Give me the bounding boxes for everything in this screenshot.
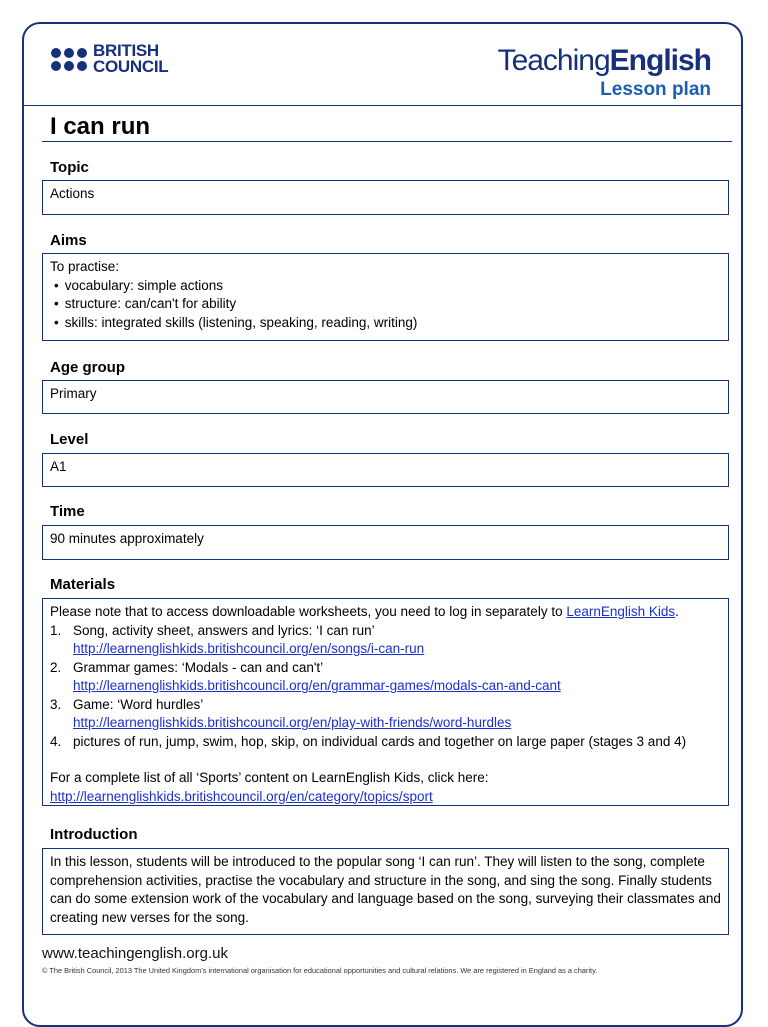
- sports-list-text: For a complete list of all ‘Sports’ content on LearnEnglish Kids, click here:: [50, 770, 489, 785]
- brand-part-1: Teaching: [497, 44, 610, 77]
- page-title: I can run: [50, 113, 151, 140]
- aims-box: [42, 253, 729, 341]
- time-box: [42, 525, 729, 560]
- title-divider: [42, 141, 732, 142]
- time-value: 90 minutes approximately: [50, 531, 204, 546]
- teaching-english-brand: [498, 44, 711, 78]
- introduction-box: [42, 848, 729, 935]
- footer-copyright: © The British Council, 2013 The United Kingdom’s international organisation for educational opportunities and cultural relations. We are registered in England as a charity.: [42, 966, 598, 975]
- topic-value: Actions: [50, 186, 95, 201]
- word-hurdles-link[interactable]: http://learnenglishkids.britishcouncil.org/en/play-with-friends/word-hurdles: [73, 715, 512, 730]
- footer-url[interactable]: www.teachingenglish.org.uk: [42, 945, 228, 962]
- item-number: 3.: [50, 696, 62, 712]
- level-value: A1: [50, 459, 67, 474]
- item-number: 2.: [50, 659, 62, 675]
- materials-list: [50, 622, 721, 752]
- time-label: Time: [50, 503, 85, 520]
- item-text: Song, activity sheet, answers and lyrics: ‘I can run’: [73, 622, 375, 638]
- aims-list: [50, 277, 721, 333]
- logo-text: [93, 43, 168, 75]
- aims-label: Aims: [50, 232, 87, 249]
- materials-item: [50, 622, 721, 659]
- age-group-value: Primary: [50, 386, 97, 401]
- british-council-logo: [51, 43, 168, 75]
- aims-intro: To practise:: [50, 259, 120, 274]
- level-box: [42, 453, 729, 487]
- topic-box: [42, 180, 729, 215]
- materials-note: [50, 603, 721, 622]
- item-text: pictures of run, jump, swim, hop, skip, on individual cards and together on large paper (stages 3 and 4): [73, 733, 687, 749]
- aims-item: • vocabulary: simple actions: [54, 277, 721, 296]
- materials-box: [42, 598, 729, 806]
- sports-link[interactable]: http://learnenglishkids.britishcouncil.org/en/category/topics/sport: [50, 788, 433, 804]
- logo-dots-icon: [51, 48, 87, 71]
- logo-line-2: COUNCIL: [93, 57, 169, 76]
- header-divider: [24, 105, 743, 106]
- topic-label: Topic: [50, 159, 89, 176]
- item-text: Game: ‘Word hurdles’: [73, 696, 204, 712]
- item-number: 4.: [50, 733, 62, 749]
- item-text: Grammar games: ‘Modals - can and can't’: [73, 659, 324, 675]
- materials-item: [50, 733, 721, 752]
- materials-item: [50, 659, 721, 696]
- song-link[interactable]: http://learnenglishkids.britishcouncil.org/en/songs/i-can-run: [73, 641, 425, 656]
- age-group-box: [42, 380, 729, 414]
- level-label: Level: [50, 431, 89, 448]
- item-number: 1.: [50, 622, 62, 638]
- introduction-label: Introduction: [50, 826, 138, 843]
- note-text: Please note that to access downloadable worksheets, you need to log in separately to: [50, 604, 567, 619]
- learnenglish-kids-link[interactable]: LearnEnglish Kids: [566, 604, 676, 619]
- materials-item: [50, 696, 721, 733]
- introduction-text: In this lesson, students will be introduced to the popular song ‘I can run’. They will listen to the song, complete comprehension activities, practise the vocabulary and structure in the song, and sing the song. Finally students can do some extension work of the vocabulary and language based on the song, surveying their classmates and creating new verses for the song.: [50, 854, 721, 925]
- aims-item: • skills: integrated skills (listening, speaking, reading, writing): [54, 314, 721, 333]
- lesson-plan-subtitle: Lesson plan: [600, 79, 711, 100]
- logo-line-1: BRITISH: [93, 41, 159, 60]
- age-group-label: Age group: [50, 359, 125, 376]
- aims-item: • structure: can/can't for ability: [54, 295, 721, 314]
- materials-label: Materials: [50, 576, 116, 593]
- grammar-games-link[interactable]: http://learnenglishkids.britishcouncil.org/en/grammar-games/modals-can-and-cant: [73, 678, 561, 693]
- brand-part-2: English: [609, 44, 711, 77]
- note-suffix: .: [675, 604, 679, 619]
